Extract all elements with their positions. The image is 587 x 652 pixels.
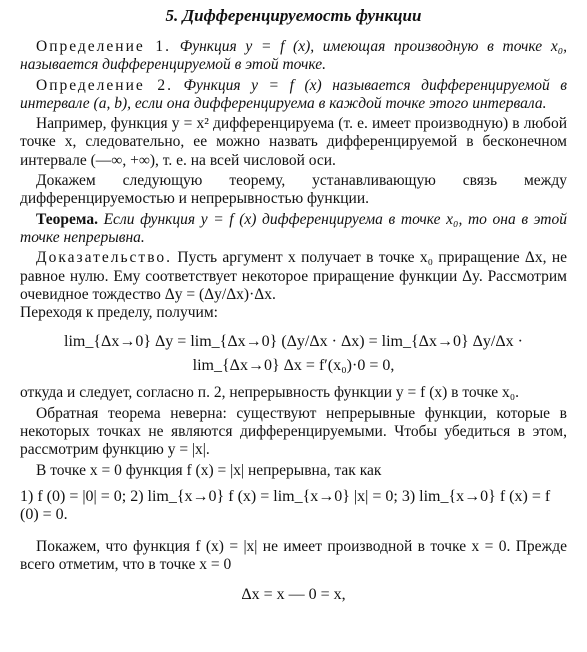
proof — [20, 249, 567, 304]
section-title: 5. Дифференцируемость функции — [165, 6, 422, 25]
limit-intro: Переходя к пределу, получим: — [20, 304, 218, 322]
definition-2 — [20, 77, 567, 114]
definition-1-label: Определение 1. — [36, 38, 172, 55]
example-paragraph: Например, функция y = x² дифференцируема (т. е. имеет производную) в любой точке x, следовательно, ее можно назвать дифференцируемой в бесконечном интервале (—∞, +∞), т. е. на всей числовой оси. — [20, 115, 567, 169]
definition-2-text: Функция y = f (x) называется дифференцируемой в интервале (a, b), если она дифференцируема в каждой точке этого интервала. — [20, 76, 568, 112]
continuity-intro: В точке x = 0 функция f (x) = |x| непрерывна, так как — [36, 461, 382, 479]
theorem-intro-paragraph: Докажем следующую теорему, устанавливающую связь между дифференцируемостью и непрерывностью функции. — [20, 172, 567, 208]
definition-1 — [20, 38, 567, 75]
proof-label: Доказательство. — [36, 249, 173, 267]
proof-text: Пусть аргумент x получает в точке x₀ приращение Δx, не равное нулю. Ему соответствует некоторое приращение функции Δy. Рассмотрим очевидное тождество Δy = (Δy/Δx)·Δx. — [20, 249, 568, 303]
show-paragraph: Покажем, что функция f (x) = |x| не имеет производной в точке x = 0. Прежде всего отметим, что в точке x = 0 — [20, 537, 567, 574]
converse-paragraph: Обратная теорема неверна: существуют непрерывные функции, которые в некоторых точках не являются дифференцируемыми. Чтобы убедиться в этом, рассмотрим функцию y = |x|. — [20, 404, 567, 459]
after-limit-text: откуда и следует, согласно п. 2, непрерывность функции y = f (x) в точке x₀. — [20, 384, 519, 402]
definition-2-label: Определение 2. — [36, 76, 173, 94]
theorem — [20, 211, 567, 248]
increment-formula: Δx = x — 0 = x, — [241, 585, 346, 603]
theorem-label: Теорема. — [36, 210, 98, 228]
limit-formula: lim_{Δx→0} Δy = lim_{Δx→0} (Δy/Δx · Δx) = lim_{Δx→0} Δy/Δx · lim_{Δx→0} Δx = f′(x₀)·0 = 0, — [64, 333, 523, 375]
theorem-text: Если функция y = f (x) дифференцируема в точке x₀, то она в этой точке непрерывна. — [20, 210, 567, 246]
continuity-formula: 1) f (0) = |0| = 0; 2) lim_{x→0} f (x) = lim_{x→0} |x| = 0; 3) lim_{x→0} f (x) = f (0) = 0. — [20, 487, 551, 523]
definition-1-text: Функция y = f (x), имеющая производную в точке x₀, называется дифференцируемой в этой точке. — [20, 38, 567, 74]
